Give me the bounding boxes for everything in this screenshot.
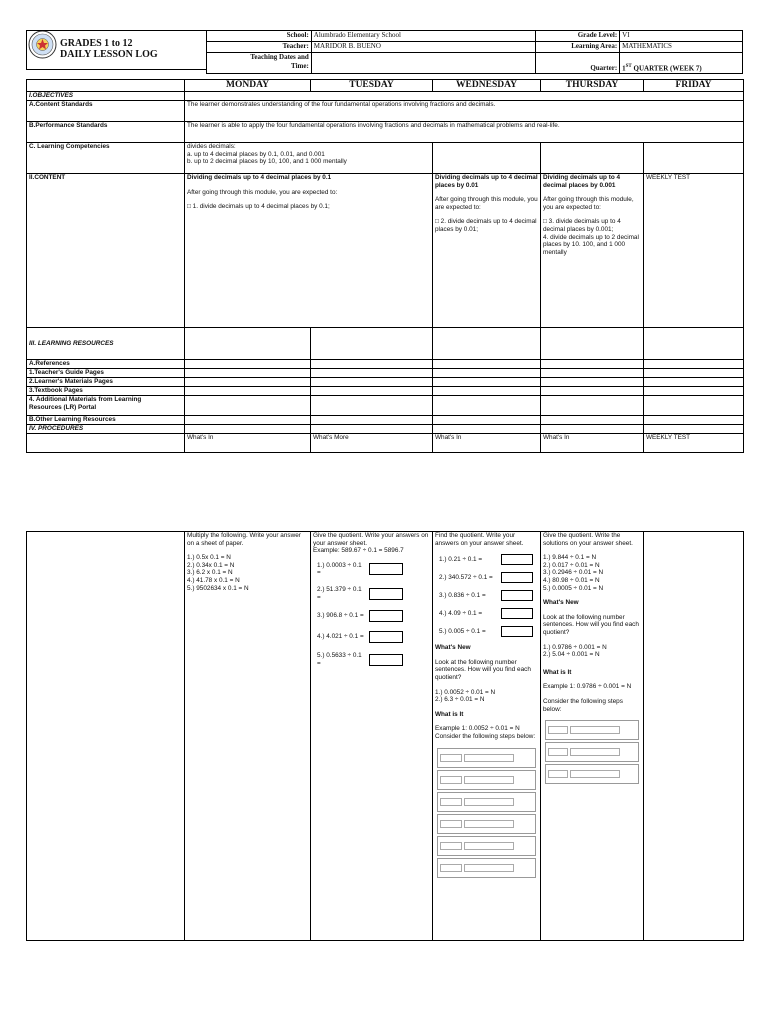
title-line-1: GRADES 1 to 12 (60, 38, 133, 49)
thursday-new-item: 1.) 0.9786 ÷ 0.001 = N (543, 643, 607, 651)
step-thumbnail (437, 792, 536, 812)
wednesday-items (435, 554, 538, 637)
answer-box[interactable] (369, 654, 403, 666)
page2-friday (644, 532, 744, 941)
answer-box[interactable] (501, 572, 533, 583)
thursday-new-items (543, 644, 641, 659)
title-line-2: DAILY LESSON LOG (60, 49, 158, 60)
grade-value: VI (620, 31, 743, 42)
thursday-isit-example: Example 1: 0.9786 ÷ 0.001 = N (543, 683, 632, 691)
day-tuesday: TUESDAY (311, 80, 433, 92)
area-value: MATHEMATICS (620, 42, 743, 53)
wednesday-content-item: □ 2. divide decimals up to 4 decimal places by 0.01; (435, 218, 537, 233)
tuesday-item (317, 652, 430, 667)
day-monday: MONDAY (185, 80, 311, 92)
wednesday-instruction: Find the quotient. Write your answers on your answer sheet. (435, 532, 524, 547)
quarter-label: Quarter: (536, 53, 620, 74)
step-thumbnail (545, 742, 639, 762)
performance-standards-text: The learner is able to apply the four fundamental operations involving fractions and decimals in mathematical problems and real-life. (185, 122, 744, 143)
competencies-text (185, 143, 433, 174)
school-label: School: (207, 31, 312, 42)
answer-box[interactable] (369, 563, 403, 575)
thursday-isit-steps: Consider the following steps below: (543, 697, 623, 713)
quarter-rest: QUARTER (WEEK 7) (631, 64, 702, 72)
title-box (26, 30, 207, 70)
answer-box[interactable] (501, 608, 533, 619)
content-thursday (541, 174, 644, 328)
procedure-tuesday: What's More (311, 434, 433, 453)
tuesday-item-text: 3.) 906.8 ÷ 0.1 = (317, 612, 364, 620)
content-label: II.CONTENT (27, 174, 185, 328)
wednesday-item-text: 4.) 4.09 ÷ 0.1 = (439, 609, 483, 617)
wednesday-item-text: 1.) 0.21 ÷ 0.1 = (439, 555, 483, 563)
page2-thursday (541, 532, 644, 941)
wednesday-new-item: 2.) 6.3 ÷ 0.01 = N (435, 696, 485, 704)
wednesday-item (439, 626, 538, 637)
wednesday-item-text: 5.) 0.005 ÷ 0.1 = (439, 627, 486, 635)
step-thumbnail (437, 836, 536, 856)
thursday-content-intro: After going through this module, you are expected to: (543, 196, 634, 211)
thursday-isit-title: What is It (543, 668, 572, 676)
tuesday-item (317, 610, 430, 622)
monday-item: 4.) 41.78 x 0.1 = N (187, 576, 240, 584)
wednesday-isit-steps: Consider the following steps below: (435, 732, 536, 740)
dates-value (311, 53, 536, 74)
procedure-monday: What's In (185, 434, 311, 453)
monday-item: 3.) 6.2 x 0.1 = N (187, 569, 233, 577)
thursday-item: 2.) 0.017 ÷ 0.01 = N (543, 561, 600, 569)
wednesday-item-text: 3.) 0.836 ÷ 0.1 = (439, 591, 486, 599)
wednesday-item (439, 572, 538, 583)
wednesday-new-title: What's New (435, 644, 471, 652)
step-thumbnail (437, 770, 536, 790)
textbook-pages-label: 3.Textbook Pages (27, 387, 185, 396)
tuesday-item (317, 631, 430, 643)
references-label: A.References (27, 360, 185, 369)
monday-content-item: □ 1. divide decimals up to 4 decimal places by 0.1; (187, 203, 330, 211)
tuesday-items (313, 562, 430, 668)
lm-pages-label: 2.Learner's Materials Pages (27, 378, 185, 387)
tuesday-example: Example: 589.67 ÷ 0.1 = 5896.7 (313, 547, 404, 555)
procedure-friday: WEEKLY TEST (644, 434, 744, 453)
tuesday-item (317, 562, 430, 577)
monday-item: 1.) 0.5x 0.1 = N (187, 554, 231, 562)
content-wednesday (433, 174, 541, 328)
tuesday-instruction: Give the quotient. Write your answers on your answer sheet. (313, 532, 429, 547)
thursday-content-item2: 4. divide decimals up to 2 decimal places by 10. 100, and 1 000 mentally (543, 233, 639, 256)
monday-item: 2.) 0.34x 0.1 = N (187, 561, 235, 569)
thursday-item: 3.) 0.2946 ÷ 0.01 = N (543, 569, 604, 577)
day-friday: FRIDAY (644, 80, 744, 92)
quarter-value (620, 53, 743, 74)
wednesday-item (439, 608, 538, 619)
thursday-item: 5.) 0.0005 ÷ 0.01 = N (543, 584, 604, 592)
procedures-table (26, 531, 744, 941)
teacher-label: Teacher: (207, 42, 312, 53)
wednesday-item (439, 554, 538, 565)
wednesday-new-text: Look at the following number sentences. How will you find each quotient? (435, 658, 531, 681)
wednesday-isit-example: Example 1: 0.0052 ÷ 0.01 = N (435, 725, 520, 733)
wednesday-item-text: 2.) 340.572 ÷ 0.1 = (439, 573, 493, 581)
procedure-thursday: What's In (541, 434, 644, 453)
content-standards-label: A.Content Standards (27, 101, 185, 122)
dates-label-line2: Time: (291, 62, 309, 70)
area-label: Learning Area: (536, 42, 620, 53)
monday-items (187, 554, 308, 592)
tuesday-item-text: 1.) 0.0003 ÷ 0.1 = (317, 561, 362, 577)
monday-content-intro: After going through this module, you are expected to: (187, 188, 338, 196)
grade-label: Grade Level: (536, 31, 620, 42)
school-value: Alumbrado Elementary School (311, 31, 536, 42)
procedure-wednesday: What's In (433, 434, 541, 453)
step-thumbnail (437, 814, 536, 834)
tg-pages-label: 1.Teacher's Guide Pages (27, 369, 185, 378)
thursday-item: 4.) 80.98 ÷ 0.01 = N (543, 576, 600, 584)
tuesday-item-text: 5.) 0.5633 ÷ 0.1 = (317, 652, 362, 667)
monday-item: 5.) 9502634 x 0.1 = N (187, 584, 249, 592)
wednesday-new-items (435, 689, 538, 704)
thursday-items (543, 554, 641, 592)
thursday-new-title: What's New (543, 599, 579, 607)
wednesday-new-item: 1.) 0.0052 ÷ 0.01 = N (435, 688, 496, 696)
additional-materials-label (27, 396, 185, 416)
teacher-value: MARIDOR B. BUENO (311, 42, 536, 53)
thursday-new-item: 2.) 5.04 ÷ 0.001 = N (543, 651, 600, 659)
page2-monday (185, 532, 311, 941)
wednesday-steps-figure (435, 748, 538, 878)
content-friday: WEEKLY TEST (644, 174, 744, 328)
lesson-table (26, 79, 744, 453)
answer-box[interactable] (369, 610, 403, 622)
competencies-label: C. Learning Competencies (27, 143, 185, 174)
answer-box[interactable] (369, 588, 403, 600)
step-thumbnail (437, 858, 536, 878)
content-monday (185, 174, 433, 328)
wednesday-content-title: Dividing decimals up to 4 decimal places by 0.01 (435, 174, 538, 189)
answer-box[interactable] (501, 554, 533, 565)
dates-label (207, 53, 312, 74)
day-wednesday: WEDNESDAY (433, 80, 541, 92)
quarter-sup: ST (625, 63, 632, 69)
page2-tuesday (311, 532, 433, 941)
step-thumbnail (545, 720, 639, 740)
wednesday-isit-title: What is It (435, 710, 464, 718)
additional-line1: 4. Additional Materials from Learning (29, 396, 142, 403)
page2-label-cell (27, 532, 185, 941)
additional-line2: Resources (LR) Portal (29, 403, 97, 411)
competency-line: b. up to 2 decimal places by 10, 100, and 1 000 mentally (187, 158, 347, 166)
objectives-heading: I.OBJECTIVES (27, 92, 185, 101)
header-table (206, 30, 743, 74)
thursday-steps-figure (543, 720, 641, 784)
answer-box[interactable] (501, 626, 533, 637)
day-thursday: THURSDAY (541, 80, 644, 92)
step-thumbnail (545, 764, 639, 784)
monday-instruction: Multiply the following. Write your answer on a sheet of paper. (187, 532, 301, 547)
dates-label-line1: Teaching Dates and (250, 53, 309, 61)
corner-cell (27, 80, 185, 92)
wednesday-item (439, 590, 538, 601)
thursday-new-text: Look at the following number sentences. How will you find each quotient? (543, 613, 639, 636)
answer-box[interactable] (369, 631, 403, 643)
thursday-instruction: Give the quotient. Write the solutions on your answer sheet. (543, 532, 633, 547)
monday-content-title: Dividing decimals up to 4 decimal places by 0.1 (187, 174, 332, 181)
performance-standards-label: B.Performance Standards (27, 122, 185, 143)
quarter-num: 1 (622, 64, 626, 72)
competency-line: a. up to 4 decimal places by 0.1, 0.01, and 0.001 (187, 150, 325, 158)
procedures-heading: IV. PROCEDURES (27, 425, 185, 434)
resources-heading-text: III. LEARNING RESOURCES (29, 339, 114, 347)
tuesday-item (317, 586, 430, 601)
thursday-item: 1.) 9.844 ÷ 0.1 = N (543, 554, 597, 562)
thursday-content-title: Dividing decimals up to 4 decimal places by 0.001 (543, 174, 621, 189)
answer-box[interactable] (501, 590, 533, 601)
content-standards-text: The learner demonstrates understanding of the four fundamental operations involving fractions and decimals. (185, 101, 744, 122)
thursday-content-item1: □ 3. divide decimals up to 4 decimal places by 0.001; (543, 218, 621, 233)
tuesday-item-text: 4.) 4.021 ÷ 0.1 = (317, 633, 364, 641)
resources-heading (27, 328, 185, 360)
competency-line: divides decimals: (187, 143, 236, 150)
other-resources-label: B.Other Learning Resources (27, 416, 185, 425)
wednesday-content-intro: After going through this module, you are expected to: (435, 196, 538, 211)
tuesday-item-text: 2.) 51.379 ÷ 0.1 = (317, 585, 362, 601)
step-thumbnail (437, 748, 536, 768)
page2-wednesday (433, 532, 541, 941)
